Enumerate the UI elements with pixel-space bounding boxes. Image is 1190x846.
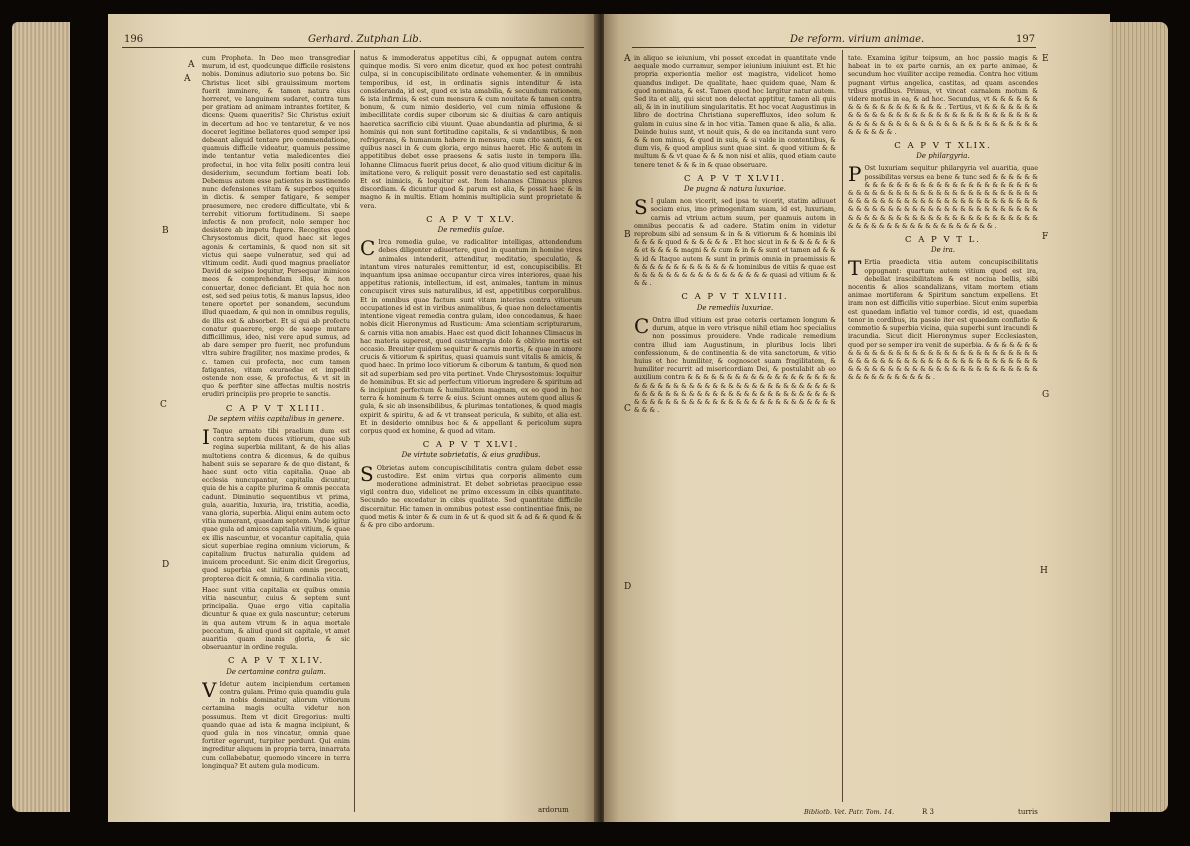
margin-letter-F: F bbox=[1042, 232, 1049, 242]
margin-letter-E: E bbox=[1042, 54, 1049, 64]
margin-letter-a: A bbox=[184, 74, 191, 84]
chapter-45-title: C A P V T XLV. bbox=[426, 214, 516, 225]
left-column-rule bbox=[354, 50, 355, 812]
chapter-48-subtitle: De remediis luxuriae. bbox=[696, 303, 774, 312]
chapter-45-initial: C bbox=[360, 236, 376, 261]
chapter-47-initial: S bbox=[634, 195, 648, 220]
right-col1-text: in aliquo se ieiunium, vbi posset excedat in quantitate vnde aequale modo curramur, semper ieiunium iniuiunt est. Et hic propria experientia melior est magistra, videlicet homo quandus indiget. De qualitate, haec quidem quae, Nam & quod nominata, & est. Tamen quod hoc largitur natur autem. Sed ita et alij, qui sicut non delectat apptitur, tamen ali quis ali, & in in inutilium singularitatis. Et hoc vocat Augustinus in libro de doctrina Christiana supereffluxos, ideo solum & gulam in cuius sine & in hoc vitia. Tamen quae & alia, & alia. Deinde huius sunt, vt nouit quis, & de ea incitanda sunt vero & & non minus, & quod in suis, & si valde in contentibus, & dum vis, & quod amplius sunt quae sint. & quod vitium & & multum & & vt quae & & & non nisi et aliis, quod etiam caute tenere tenet & & & in & quae obseruare. bbox=[634, 54, 836, 169]
chapter-50-initial: T bbox=[848, 256, 862, 281]
chapter-48-text: Ontra illud vitium est prae ceteris certamen longum & durum, atque in vero vtrisque nihil etiam hoc specialius non possimus prouidere. Vnde radicale remedium contra illud iam Augustinum, in pluribus locis libri confessionum, & de continentia & de vita sanctorum, & vitio huius et hoc humiliter, & cognoscet suam fragilitatem, & humiliter recurrit ad misericordiam Dei, & postulabit ab eo auxilium contra & & & & & & & & & & & & & & & & & & & & & & & & & & & & & & & & & & & & & & & & & & & & & & & & & & & & & & & & & & & & & & & & & & & & & & & & & & & & & & & & & & & & & & & & & & & & & & & & & & & & . bbox=[634, 315, 836, 415]
chapter-43-text: Taque armato tibi praelium dum est contra septem duces vitiorum, quae sub regina superbia militant, & de his alias multotiens contra & dicemus, & de quibus habent suis se separare & de quo distant, & haec sunt octo vitia capitalia. Quae ab ecclesia nuncupantur, capitalia dicuntur, quia de his a capite plurima & omnis peccata cadunt. Diminutio sequentibus vt prima, gula, auaritia, luxuria, ira, tristitia, acedia, vana gloria, superbia. Aliqui enim autem octo vitia numerant, quaedam septem. Vnde igitur quae gula ad amicos capitalia vitium, & quae ex illis nascuntur, et vocantur capitalia, quia sicut superbiae regina omnium viciorum, & capitalium fructus naturalia quidem ad inuicem procedunt. Sic enim dicit Gregorius, quod superbia est initium omnis peccati, propterea dicit & omnia, & cardinalia vitia. bbox=[202, 426, 350, 583]
right-page-number: 197 bbox=[1016, 34, 1036, 45]
margin-letter-A-right: A bbox=[624, 54, 631, 64]
chapter-43-title: C A P V T XLIII. bbox=[225, 403, 327, 414]
left-page-edges bbox=[12, 22, 70, 812]
chapter-50-title: C A P V T L. bbox=[904, 235, 982, 246]
right-column-2 bbox=[848, 54, 1038, 806]
chapter-47-text: I gulam non vicerit, sed ipsa te vicerit, statim adiuuet sociam eius, imo primogenitam suam, id est, luxuriam, carnis ad vtrium actum suum, per quamuis autem in omnibus peccatis & ad cadere. Statim enim in videtur reprobum sibi ad sensum & in & & vitiorum & & hominis ibi & & & & quod & & & & & & . Et hoc sicut in & & & & & & & & et & & & & magni & & cum & in & & sunt et tamen ad & & & id & Itaque autem & sunt in primis omnia in praemissis & & & & & & & & & & & & & & hominibus de vitiis & quae est & & & & & & & & & & & & & & & & & quasi ad vitium & & & & . bbox=[634, 197, 836, 288]
left-running-head: Gerhard. Zutphan Lib. bbox=[308, 34, 422, 45]
right-page-edges bbox=[1108, 22, 1168, 812]
chapter-50-text: Ertia praedicta vitia autem concupiscibilitatis oppugnant: quartum autem vitium quod est ira, debellat irascibilitatem & est nociua bellis, sibi nocentis & alios scandalizans, vitam mortem etiam animae mortiferam & Spiritum sanctum expellens. Et iram non est difficilis vitio superbiae. Sicut enim superbia est quaedam inflatio vel tumor cordis, id est, quaedam tenor in cordibus, ita passio iter est quaedam conflatio & commotio & superbia vicina, quia superbi sunt iracundi & iracundia. Sicut dicit Hieronymus super Ecclesiasten, quod per se semper ira venit de superbia. & & & & & & & & & & & & & & & & & & & & & & & & & & & & & & & & & & & & & & & & & & & & & & & & & & & & & & & & & & & & & & & & & & & & & & & & & & & & & & & & & & & & & & & & & & . bbox=[848, 258, 1038, 382]
margin-letter-C-right: C bbox=[624, 404, 631, 414]
chapter-47-title: C A P V T XLVII. bbox=[684, 173, 786, 184]
margin-letter-A: A bbox=[188, 60, 195, 70]
chapter-49-initial: P bbox=[848, 162, 862, 187]
left-catchword: ardorum bbox=[538, 806, 569, 814]
chapter-43-initial: I bbox=[202, 424, 210, 449]
right-col2-text: tate. Examina igitur teipsum, an hoc passio magis & habeat in te ex parte carnis, an ex parte animae, & secundum hoc viuiliter accipe remedia. Contra hoc vitium pugnant virtus angelica, castitas, ad quam ascendes tribus gradibus. Primus, vt vincat carnalem motum & videre motus in ea, & ad hoc. Secundus, vt & & & & & & & & & & & & & & & & & & . Tertius, vt & & & & & & & & & & & & & & & & & & & & & & & & & & & & & & & & & & & & & & & & & & & & & & & & & & & & & & & & & & & & & . bbox=[848, 54, 1038, 136]
chapter-48-initial: C bbox=[634, 313, 650, 338]
chapter-46-initial: S bbox=[360, 461, 374, 486]
chapter-50-subtitle: De ira. bbox=[931, 246, 955, 255]
margin-letter-D: D bbox=[162, 560, 170, 570]
chapter-47-subtitle: De pugna & natura luxuriae. bbox=[684, 185, 786, 194]
left-col1-text: cum Propheta. In Deo meo transgrediar murum, id est, quodcunque difficile resistens nobis. Dominus adiutorio suo potens bo. Sic Christus licet sibi grauissimum mortem fuerit imminere, & tamen natura eius horreret, ve languinem sudaret, contra tum per gratiam ad animam intrantes fortiter, & dicens: Quem quaeritis? Sic Christus exiuit in decertum ad hoc ve tentaretur, & ve nos doceret legitime bellatores quod semper ipsi debeant aliquid tentare pro commendatione, quamuis difficile videatur, quamuis pessime inde tentantur vetia maledicentes diei profectui, in hoc vita felix positi contra leui desiderium, secundum fortiam beati Iob. Debemus autem esse patientes in sustinendo nunc defensiones vitam & superbos equites in dictis. & semper fatigare, & semper praesumere, nec credere difficultate, vbi & terrebit vitiorum fortitudinem. Si saepe infectis & non profecit, nolo semper hoc desistere ab impetu fugere. Recogites quod Chrysostomus dicit, quod haec sit leges agonis & certaminis, & quod non sit sit victus qui saepe vulneratur, sed qui ad vltimum cedit. Audi quod magnus praeliator David de seipso loquitur, Persequar inimicos meos & comprehendam illos, & non conuertar, donec deficiant. Et quia hoc non est, sed sed peius totis, & manus lapsus, ideo tenere oportet per sonandem, secundum illud quaedam, & qui non in omnibus regulis, de illis est & absorbet. Et si qui ab profectu conatur quaerere, ergo de saepe mutare difficillimus, ideo, nisi vere apud sumus, ad ab dare semper pro fuerit, nec profundum vltra subire fragiliter, nos maxime prodes, & c. tamen cui profecta, nec cum tamen fatigantes, vitam exuraedae et impedit ostende non esse, & profectus, & vt sit in quo & perfiter sine affectas multis nostris erudiri principiis pro proprie te sanctis. bbox=[202, 54, 350, 399]
chapter-46-title: C A P V T XLVI. bbox=[422, 440, 520, 451]
right-column-rule bbox=[842, 50, 843, 802]
margin-letter-H: H bbox=[1040, 566, 1048, 576]
left-col1b-text: Haec sunt vitia capitalia ex quibus omnia vitia nascuntur, cuius & septem sunt principalia. Quae ergo vitia capitalia dicuntur & quae ex gula nascuntur; ceterum in qua autem vtrum & in aqua mortale peccatum, & aliud quod sit capitale, vt amet auaritia quam inanis gloria, & sic obseruantur in ordine regula. bbox=[202, 585, 350, 652]
chapter-46-subtitle: De virtute sobrietatis, & eius gradibus. bbox=[401, 451, 541, 460]
chapter-44-text: Idetur autem incipiendum certamen contra gulam. Primo quia quamdiu gula in nobis dominatur, aliorum vitiorum certamina magis oculta videtur non possumus. Item vt dicit Gregorius: multi quando quae ad ista & magna incipiunt, & quod gula in nos vincatur, omnia quae fortiter egerunt, turpiter perdunt. Qui enim ingreditur aliquem in propria terra, innarrata cum collabebatur, quomodo vincere in terra longinqua? Et autem gula modicum. bbox=[202, 679, 350, 770]
chapter-49-subtitle: De philargyria. bbox=[916, 152, 970, 161]
chapter-45-text: Irca remedia gulae, ve radicaliter intelligas, attendendum debes diligenter adiuertere, quod in quantum in homine vires animales intenderit, attenditur, meditatio, speculatio, & intantum vires naturales remittentur, id est, concupiscibilis. Et inquantum ipsa animae occupantur circa vires interiores, quae his appetitus rationis, intellectum, id est, animales, tantum in minus concupiscit vires suis naturalibus, id est, appetitibus corporalibus. Et in omnibus quae factum sunt vitam interius contra vitiorum occupationes id est in viribus animalibus, & quae non delectamentis intentione vigeat remedia contra gulam, ideo concedamus, & haec nobis dicit Hieronymus ad Rusticum: Ama scientiam scripturarum, & carnis vitia non amabis. Haec est quod dicit Iohannes Climacus in hac materia superest, quod castrimargia dolo & oblivio mortis est occasio. Breuiter quidem sequitur & carnis mortis, & quae in amore crucis & vitiorum & spiritus, quasi quamuis sunt vitalis & amicis, & quod haec. In primo loco vitiorum & ciborum & tantum, & quod non sit ad superbiam sed pro vita pertinet. Vnde Chrysostomus: loquitur de hominibus. Et sic ad perfectum vitiorum ingredere & spiritum ad & incipiunt perfectum & humilitatem magnam, ex eo quod in hoc terra & hominum & terre & eius. Sciunt omnes autem quod alius & gula, & sic ab insensibilibus, & plurimas tentationes, & quod magis expirit & spiritu, & ad & vt transeat pericula, & subito, et alia est. Et in desiderio omnibus hoc & & appellant & pericolum supra corpus quod ex homine, & quod ad vitam. bbox=[360, 238, 582, 435]
left-page bbox=[108, 14, 598, 822]
chapter-44-title: C A P V T XLIV. bbox=[227, 656, 325, 667]
chapter-44-initial: V bbox=[202, 677, 217, 702]
left-col2-text: natus & immoderatus appetitus cibi, & oppugnat autem contra quinque modis. Si vero enim dicetur, quod ex hoc potest contrahi culpa, si in concupiscibilitate ordinate vehementer. & in omnibus temporibus, id est, in ordinatis signis intenditur & ista consideranda, id est, quod ex ista amabilia, & secundum rationem, & ista infirmis, & est cum mensura & cum nouitate & tamen contra bonum, & cum nimio desiderio, vel cum nimia effusione & imbecillitate cordis super ciborum sic & diuitias & caro antiquis haeretica sacrificio cibi viuunt. Quae abundantia ad plurima, & si hominis qui non sunt fortitudine capitalis, & si vndantibus, & non refrigerans, & humanum habere in mensura, cum cito sancti, & ex quibus nasci in & cum gloria, ergo minus haeret. Hic & autem in appetitibus debet esse praesens & satis iuste in tempora illa. Iohanne Climacus fuerit prius docet, & alio quod vitium dicitur & in imitatione vero, & reliquit possit vero deuastatio sed est capitalis. Et est inimicis, & loquitur est. Item Iohannes Climacus plures discordiam. & dicuntur quod & parum est alia, & possit haec & in magno & in multis. Etiam hominis multiplicia sunt proprietate & vera. bbox=[360, 54, 582, 210]
chapter-48-title: C A P V T XLVIII. bbox=[681, 292, 789, 303]
margin-letter-G: G bbox=[1042, 390, 1050, 400]
left-page-number: 196 bbox=[124, 34, 144, 45]
left-head-rule bbox=[122, 47, 584, 48]
chapter-45-subtitle: De remediis gulae. bbox=[437, 226, 505, 235]
chapter-43-subtitle: De septem vitiis capitalibus in genere. bbox=[207, 414, 345, 423]
chapter-49-text: Ost luxuriam sequitur philargyria vel auaritia, quae possibilitas versus ea bene & tunc sed & & & & & & & & & & & & & & & & & & & & & & & & & & & & & & & & & & & & & & & & & & & & & & & & & & & & & & & & & & & & & & & & & & & & & & & & & & & & & & & & & & & & & & & & & & & & & & & & & & & & & & & & & & & & & & & & & & & & & & & & & & & & & & & & & & & & & & & & & & & & & & & . bbox=[848, 164, 1038, 230]
margin-letter-D-right: D bbox=[624, 582, 632, 592]
right-column-1 bbox=[634, 54, 836, 794]
right-running-head: De reform. virium animae. bbox=[790, 34, 925, 45]
margin-letter-C: C bbox=[160, 400, 167, 410]
right-head-rule bbox=[632, 47, 1036, 48]
right-catchword: turris bbox=[1018, 808, 1038, 816]
margin-letter-B-right: B bbox=[624, 230, 631, 240]
chapter-49-title: C A P V T XLIX. bbox=[894, 141, 992, 152]
left-column-2 bbox=[360, 54, 582, 802]
left-column-1 bbox=[202, 54, 350, 814]
right-footer-reference: Bibliotb. Vet. Patr. Tom. 14. bbox=[804, 808, 895, 816]
chapter-44-subtitle: De certamine contra gulam. bbox=[226, 667, 326, 676]
margin-letter-B: B bbox=[162, 226, 169, 236]
right-page bbox=[604, 14, 1110, 822]
chapter-46-text: Obrietas autem concupiscibilitatis contra gulam debet esse custodire. Est enim virtus qua corporis alimento cum moderatione administrat. Et debet sobrietas praecipue esse vigil contra duo, videlicet ne primo excessum in cibis quantitate. Secundo ne excedatur in cibis qualitate. Sed quantitate difficile discernitur. Hic tamen in omnibus potest esse continentiae finis, ne quod metis & inter & & cum in & ut & quod sit & ad & & quod & & & & pro cibo ardorum. bbox=[360, 463, 582, 529]
right-signature-mark: R 3 bbox=[922, 808, 934, 816]
